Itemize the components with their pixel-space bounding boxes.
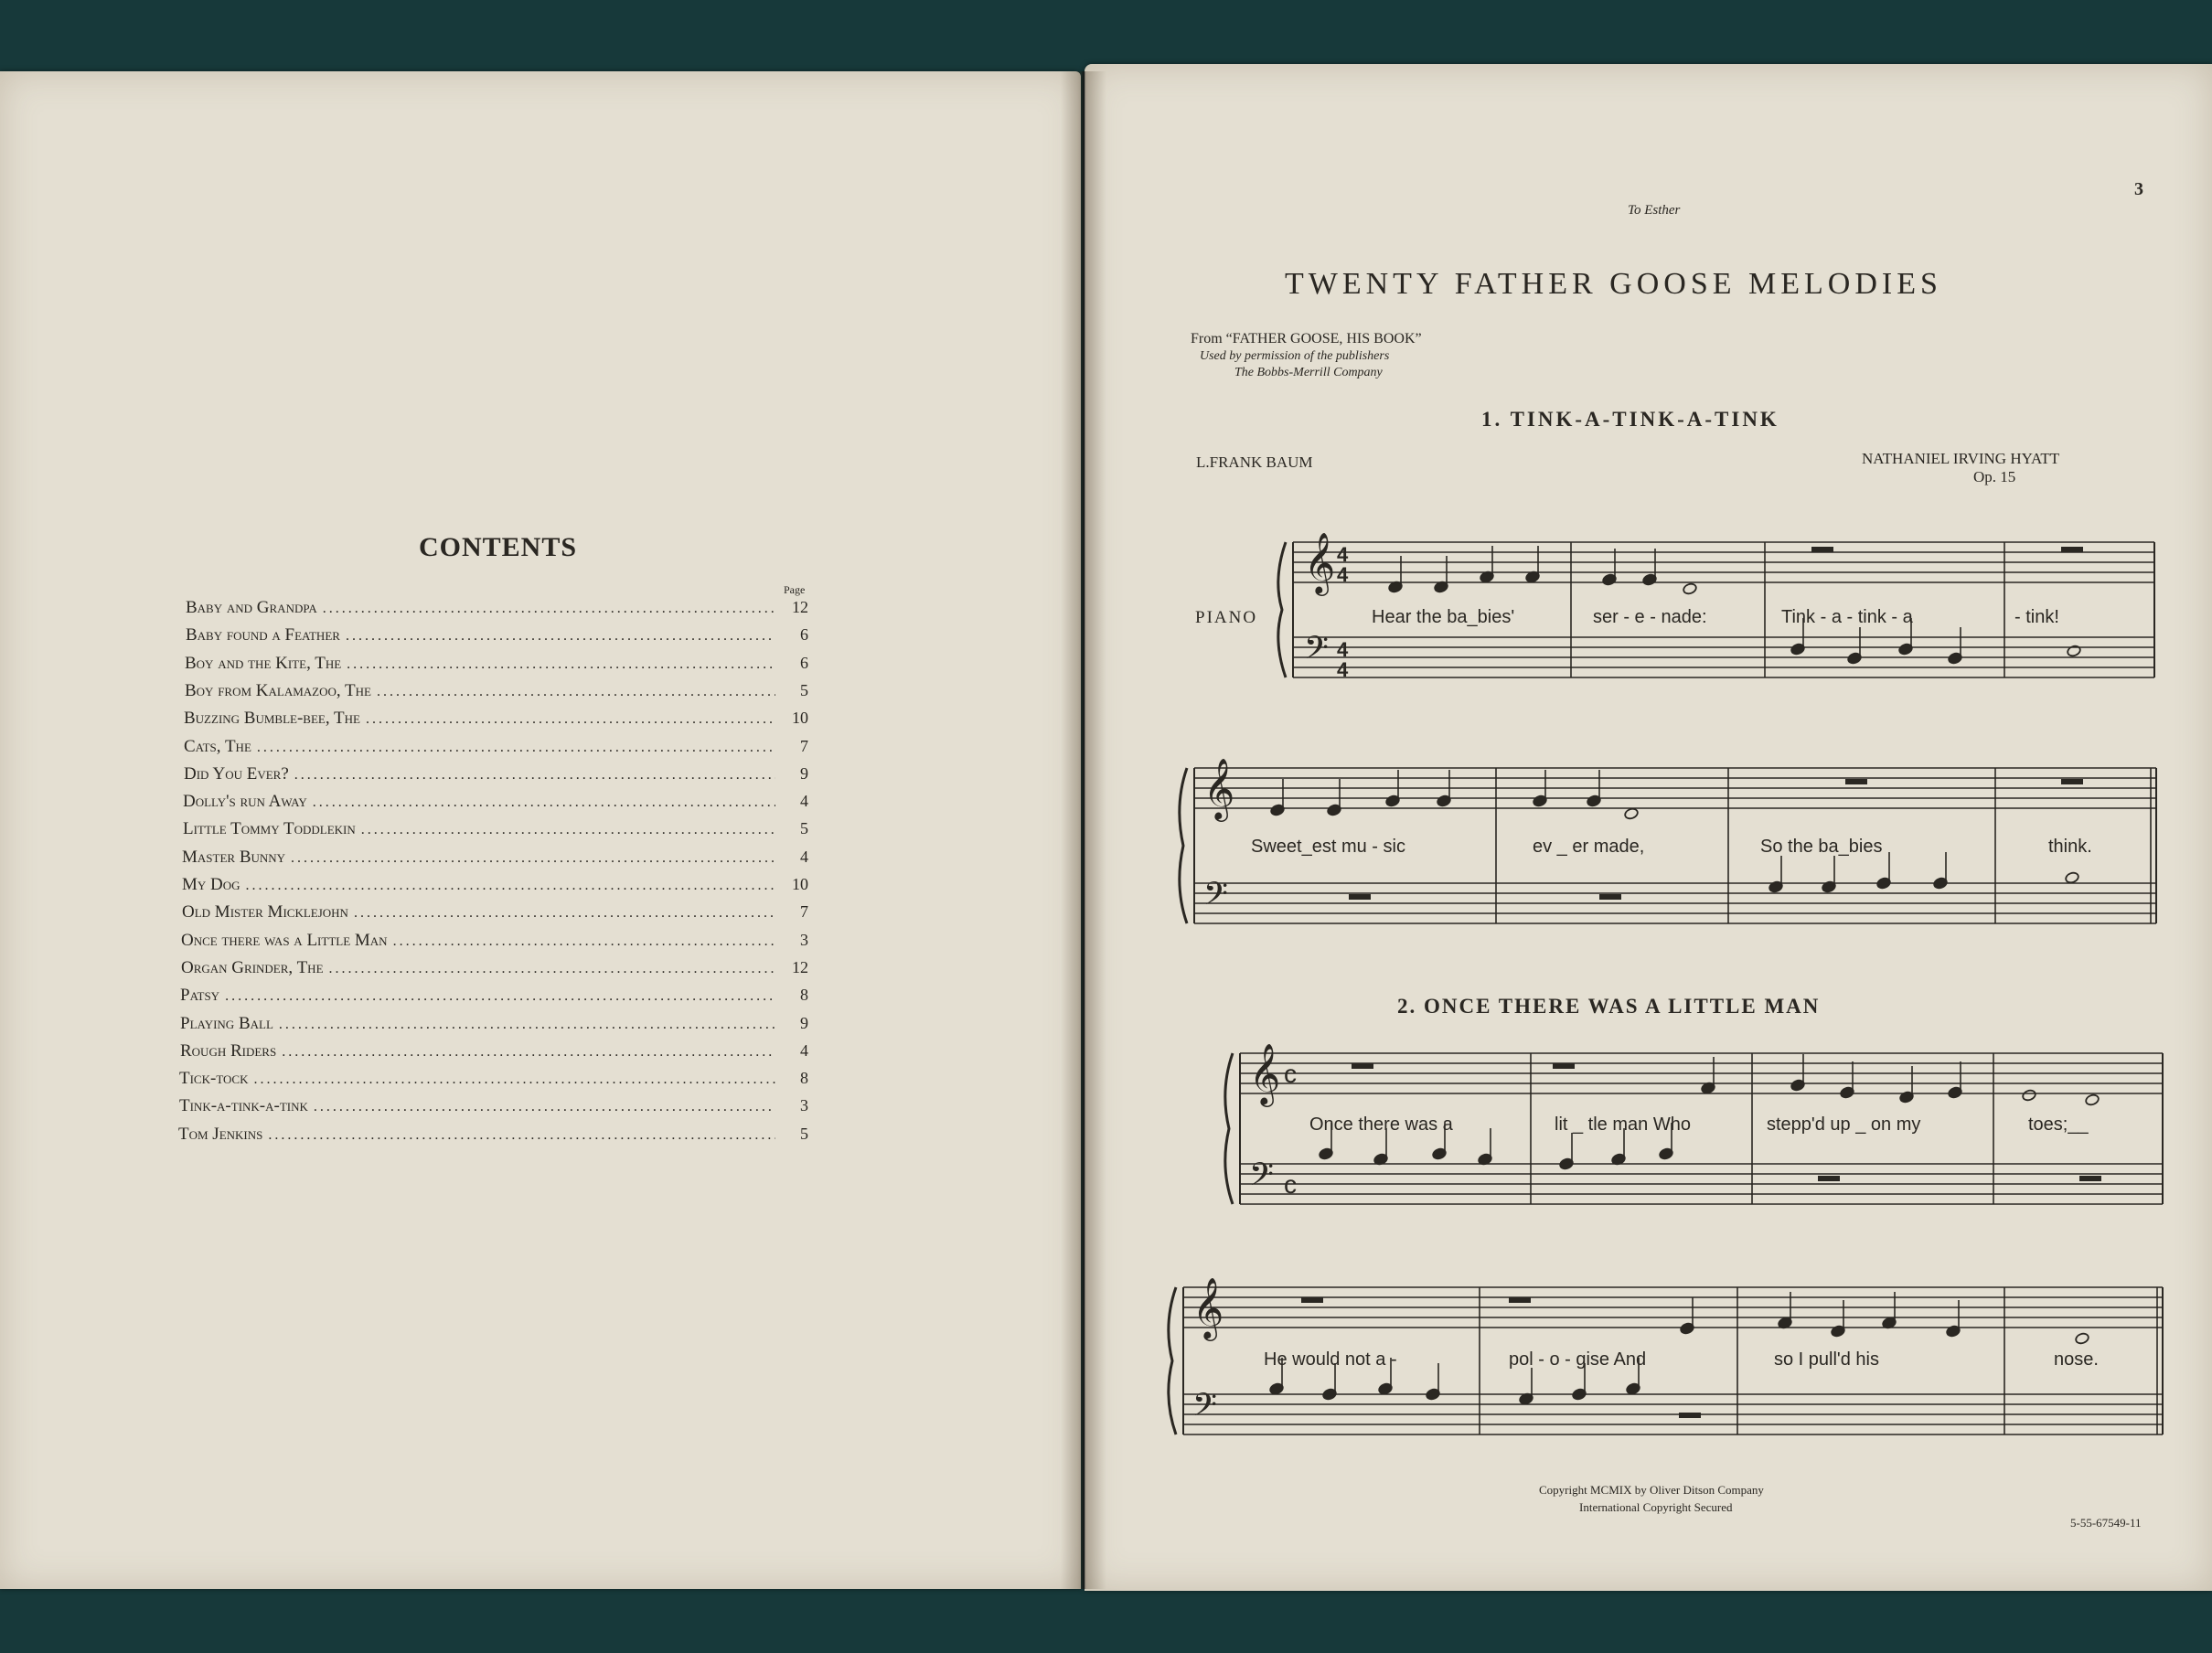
contents-entry-page: 4 (800, 1040, 808, 1060)
contents-entry (185, 681, 808, 709)
publisher-line: The Bobbs-Merrill Company (1234, 366, 1383, 379)
source-line: From “FATHER GOOSE, HIS BOOK” (1191, 331, 1422, 347)
contents-entry-title: Patsy (180, 986, 220, 1006)
dot-leader (393, 933, 775, 950)
contents-entry (184, 764, 808, 792)
contents-entry-title: Baby and Grandpa (186, 598, 317, 617)
contents-entry-title: Rough Riders (180, 1040, 277, 1061)
contents-entry-page: 10 (792, 875, 808, 893)
contents-entry-title: Once there was a Little Man (181, 930, 388, 950)
contents-entry-title: Organ Grinder, The (181, 957, 324, 977)
contents-entry (182, 902, 808, 930)
dot-leader (329, 961, 775, 977)
bass-clef-icon: 𝄢 (1304, 630, 1330, 673)
contents-entry (185, 654, 808, 681)
composer: NATHANIEL IRVING HYATT (1862, 450, 2060, 467)
lyric-syllables: so I pull'd his (1774, 1349, 1879, 1370)
dot-leader (361, 822, 775, 838)
lyric-syllables: Hear the ba_bies' (1372, 607, 1515, 627)
treble-clef-icon: 𝄞 (1203, 759, 1235, 818)
lyric-syllables: pol - o - gise And (1509, 1349, 1647, 1370)
plate-number: 5-55-67549-11 (2070, 1516, 2142, 1530)
lyric-syllables: - tink! (2014, 607, 2059, 627)
lyric-syllables: ser - e - nade: (1593, 607, 1707, 627)
time-signature-top: 4 (1337, 543, 1349, 566)
copyright-line: Copyright MCMIX by Oliver Ditson Company (1539, 1483, 1764, 1497)
contents-entry-page: 5 (800, 680, 808, 699)
contents-entry-page: 12 (792, 598, 808, 616)
contents-entry-page: 12 (792, 957, 808, 976)
contents-entry-page: 5 (800, 819, 808, 838)
instrument-label: PIANO (1195, 608, 1258, 627)
dot-leader (323, 601, 775, 617)
contents-entry-page: 5 (800, 1124, 808, 1143)
contents-entry-title: Baby found a Feather (186, 625, 340, 645)
contents-entry-page: 10 (792, 709, 808, 728)
contents-entry-title: Buzzing Bumble-bee, The (184, 709, 360, 729)
contents-entry (184, 737, 808, 764)
lyric-syllables: toes;__ (2028, 1114, 2089, 1135)
treble-clef-icon: 𝄞 (1304, 533, 1336, 592)
lyric-syllables: lit _ tle man Who (1555, 1114, 1691, 1135)
contents-entry-page: 7 (800, 736, 808, 755)
contents-entry (180, 1014, 808, 1041)
lyric-syllables: think. (2048, 837, 2092, 857)
dot-leader (291, 850, 775, 867)
contents-entry (181, 931, 808, 958)
permission-line: Used by permission of the publishers (1200, 349, 1390, 363)
contents-entry-title: Old Mister Micklejohn (182, 902, 348, 922)
time-signature-bottom: 4 (1337, 658, 1349, 681)
contents-entry-page: 6 (800, 625, 808, 645)
common-time-icon: c (1284, 1170, 1297, 1199)
lyric-syllables: So the ba_bies (1760, 837, 1883, 857)
contents-entry-title: My Dog (182, 875, 240, 894)
dot-leader (246, 878, 775, 894)
main-title: TWENTY FATHER GOOSE MELODIES (1285, 267, 1942, 301)
dot-leader (347, 656, 775, 673)
contents-entry-page: 3 (800, 1096, 808, 1115)
contents-entry-title: Tick-tock (179, 1069, 249, 1089)
contents-entry (180, 1041, 808, 1069)
lyric-syllables: He would not a - (1264, 1349, 1397, 1370)
treble-clef-icon: 𝄞 (1192, 1278, 1224, 1338)
dot-leader (268, 1127, 775, 1144)
bass-clef-icon: 𝄢 (1192, 1387, 1218, 1430)
contents-entry-page: 8 (800, 986, 808, 1005)
contents-entry-page: 3 (800, 930, 808, 949)
contents-page-column-header: Page (784, 583, 806, 596)
contents-entry-title: Boy from Kalamazoo, The (185, 680, 371, 700)
contents-entry-page: 4 (800, 792, 808, 811)
contents-entry (186, 598, 808, 625)
contents-entry-page: 9 (800, 1013, 808, 1032)
contents-entry-title: Master Bunny (182, 847, 286, 867)
common-time-icon: c (1284, 1060, 1297, 1088)
contents-entry-page: 4 (800, 847, 808, 866)
contents-entry-page: 9 (800, 763, 808, 783)
contents-entry (182, 848, 808, 875)
dot-leader (354, 905, 775, 922)
contents-entry (184, 709, 808, 736)
dot-leader (225, 988, 775, 1005)
dot-leader (314, 1099, 775, 1115)
lyric-syllables: stepp'd up _ on my (1767, 1114, 1921, 1135)
bass-clef-icon: 𝄢 (1203, 876, 1229, 919)
lyric-syllables: Once there was a (1309, 1114, 1453, 1135)
dot-leader (346, 628, 775, 645)
bass-clef-icon: 𝄢 (1249, 1157, 1275, 1200)
lyric-syllables: nose. (2054, 1349, 2099, 1370)
contents-entry (183, 819, 808, 847)
contents-entry (182, 875, 808, 902)
contents-entry-page: 7 (800, 902, 808, 922)
dot-leader (366, 711, 775, 728)
contents-entry (183, 792, 808, 819)
lyricist: L.FRANK BAUM (1196, 453, 1313, 471)
dot-leader (282, 1044, 775, 1061)
contents-entry (179, 1069, 808, 1096)
contents-entry-title: Did You Ever? (184, 763, 289, 784)
book-gutter (1061, 71, 1106, 1589)
contents-entry (186, 625, 808, 653)
dot-leader (294, 767, 775, 784)
dot-leader (257, 740, 775, 756)
contents-entry-title: Tom Jenkins (178, 1124, 263, 1144)
page-number: 3 (2134, 179, 2143, 199)
song-1-title: 1. TINK-A-TINK-A-TINK (1481, 408, 1779, 431)
contents-entry-title: Playing Ball (180, 1013, 273, 1033)
contents-entry-page: 8 (800, 1069, 808, 1088)
lyric-syllables: Tink - a - tink - a (1781, 607, 1913, 627)
contents-entry-page: 6 (800, 653, 808, 672)
dot-leader (377, 684, 775, 700)
contents-entry-title: Dolly's run Away (183, 792, 307, 812)
dot-leader (253, 1072, 775, 1088)
dot-leader (279, 1017, 775, 1033)
lyric-syllables: Sweet_est mu - sic (1251, 837, 1405, 857)
lyric-syllables: ev _ er made, (1533, 837, 1645, 857)
contents-entry-title: Tink-a-tink-a-tink (179, 1096, 308, 1116)
time-signature-top: 4 (1337, 638, 1349, 661)
contents-entry-title: Little Tommy Toddlekin (183, 819, 356, 839)
contents-entry-title: Boy and the Kite, The (185, 653, 342, 673)
opus: Op. 15 (1973, 468, 2016, 485)
contents-entry (181, 958, 808, 986)
dedication: To Esther (1628, 203, 1681, 218)
contents-title: CONTENTS (419, 532, 578, 562)
time-signature-bottom: 4 (1337, 563, 1349, 586)
song-2-title: 2. ONCE THERE WAS A LITTLE MAN (1397, 995, 1821, 1018)
contents-entry (178, 1125, 808, 1152)
dot-leader (313, 795, 775, 811)
contents-entry (180, 986, 808, 1013)
contents-entry (179, 1096, 808, 1124)
contents-entry-title: Cats, The (184, 736, 251, 756)
copyright-secured-line: International Copyright Secured (1579, 1500, 1733, 1514)
treble-clef-icon: 𝄞 (1249, 1044, 1281, 1104)
